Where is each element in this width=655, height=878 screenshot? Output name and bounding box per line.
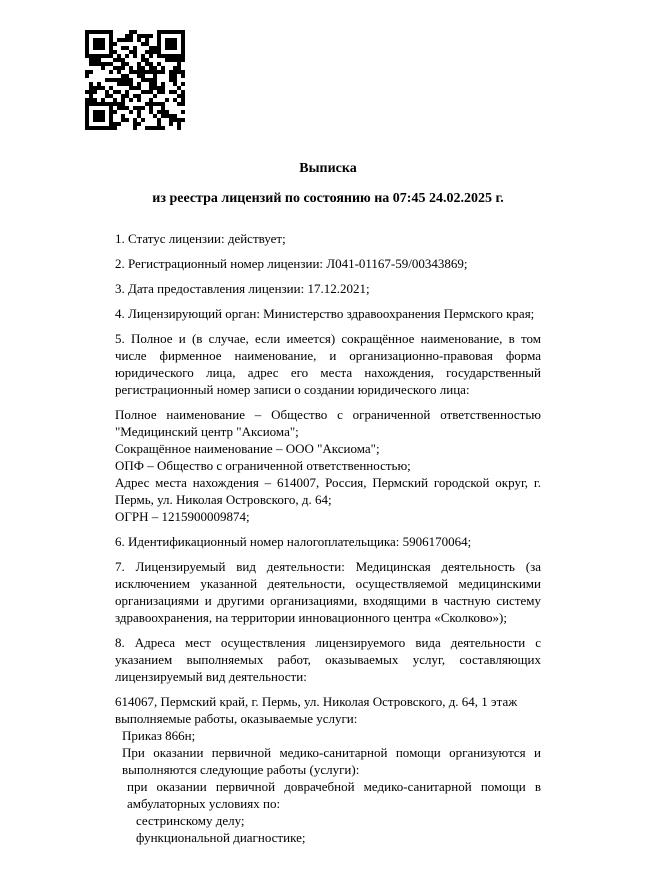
entity-short-name: Сокращённое наименование – ООО "Аксиома";	[115, 441, 380, 456]
document-body	[115, 160, 541, 854]
entity-address: Адрес места нахождения – 614007, Россия, Пермский городской округ, г. Пермь, ул. Николая Островского, д. 64;	[115, 475, 541, 507]
activity-address: 614067, Пермский край, г. Пермь, ул. Николая Островского, д. 64, 1 этаж	[115, 694, 518, 709]
entity-opf: ОПФ – Общество с ограниченной ответственностью;	[115, 458, 411, 473]
document-subtitle: из реестра лицензий по состоянию на 07:45 24.02.2025 г.	[152, 191, 504, 206]
entity-name-heading: 5. Полное и (в случае, если имеется) сокращённое наименование, в том числе фирменное наименование, и организационно-правовая форма юридического лица, адрес его места нахождения, государственный регистрационный номер записи о создании юридического лица:	[115, 331, 541, 397]
functional-diagnostics-service: функциональной диагностике;	[136, 830, 306, 845]
licensed-activity-type: 7. Лицензируемый вид деятельности: Медицинская деятельность (за исключением указанной деятельности, осуществляемой медицинскими организациями и другими организациями, входящими в частную систему здравоохранения, на территории инновационного центра «Сколково»);	[115, 559, 541, 625]
license-grant-date: 3. Дата предоставления лицензии: 17.12.2021;	[115, 281, 370, 296]
license-registration-number: 2. Регистрационный номер лицензии: Л041-01167-59/00343869;	[115, 256, 468, 271]
activity-address-block	[115, 693, 541, 846]
document-title: Выписка	[299, 161, 357, 176]
taxpayer-inn: 6. Идентификационный номер налогоплательщика: 5906170064;	[115, 534, 472, 549]
activity-addresses-heading: 8. Адреса мест осуществления лицензируемого вида деятельности с указанием выполняемых работ, оказываемых услуг, составляющих лицензируемый вид деятельности:	[115, 635, 541, 684]
works-services-label: выполняемые работы, оказываемые услуги:	[115, 711, 358, 726]
license-status: 1. Статус лицензии: действует;	[115, 231, 286, 246]
entity-details-block	[115, 406, 541, 525]
licensing-authority: 4. Лицензирующий орган: Министерство здравоохранения Пермского края;	[115, 306, 535, 321]
pre-medical-care: при оказании первичной доврачебной медико-санитарной помощи в амбулаторных условиях по:	[127, 779, 541, 811]
order-866n: Приказ 866н;	[122, 728, 196, 743]
primary-care-services: При оказании первичной медико-санитарной помощи организуются и выполняются следующие работы (услуги):	[122, 745, 541, 777]
qr-code-image	[85, 30, 185, 130]
entity-full-name: Полное наименование – Общество с ограниченной ответственностью "Медицинский центр "Аксиома";	[115, 407, 541, 439]
entity-ogrn: ОГРН – 1215900009874;	[115, 509, 250, 524]
qr-code	[85, 30, 185, 130]
nursing-service: сестринскому делу;	[136, 813, 245, 828]
